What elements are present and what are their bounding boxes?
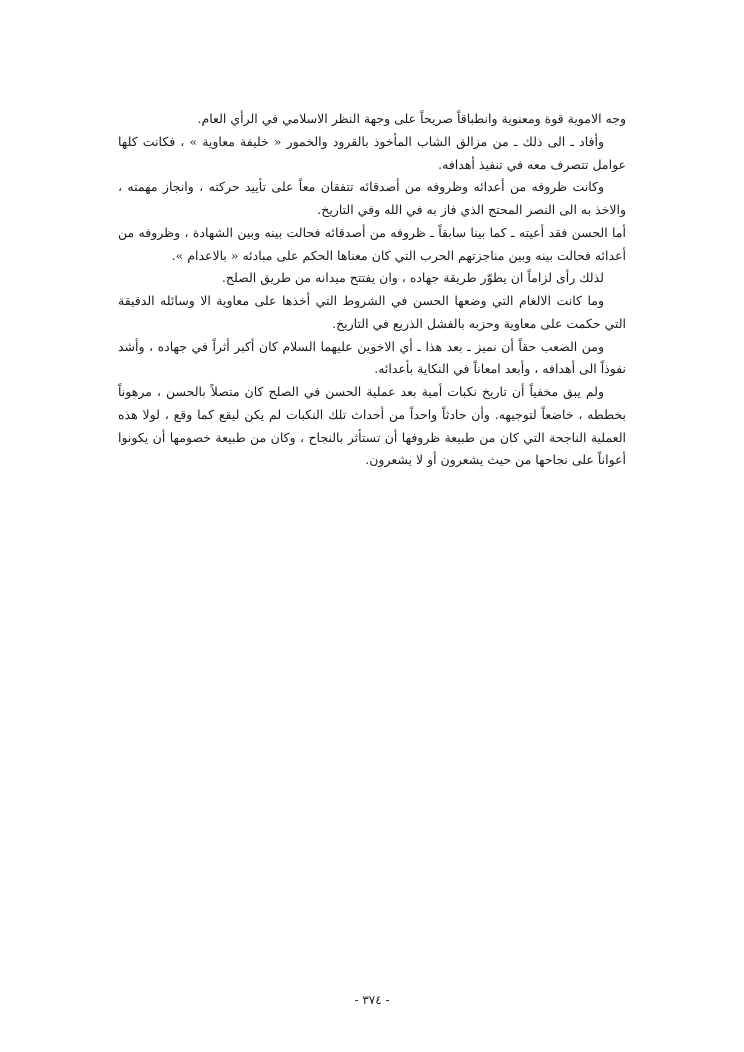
- document-body: [118, 108, 626, 472]
- paragraph-8: ولم يبق مخفياً أن تاريخ نكبات أمية بعد عملية الحسن في الصلح كان متصلاً بالحسن ، مرهوناً بخططه ، خاضعاً لتوجيهه. وأن حادثاً واحداً من أحداث تلك النكبات لم يكن ليقع كما وقع ، لولا هذه العملية الناجحة التي كان من طبيعة ظروفها أن تستأثر بالنجاح ، وكان من طبيعة خصومها أن يكونوا أعواناً على نجاحها من حيث يشعرون أو لا يشعرون.: [118, 384, 626, 468]
- paragraph-5: لذلك رأى لزاماً ان يطوّر طريقة جهاده ، وان يفتتح ميدانه من طريق الصلح.: [221, 270, 604, 286]
- paragraph-4: أما الحسن فقد أعيته ـ كما بينا سابقاً ـ ظروفه من أصدقائه فحالت بينه وبين الشهادة ، وظروفه من أعدائه فحالت بينه وبين مناجزتهم الحرب التي كان معناها الحكم على مبادئه « بالاعدام ».: [118, 224, 626, 263]
- paragraph-3: وكانت ظروفه من أعدائه وظروفه من أصدقائه تتفقان معاً على تأييد حركته ، وانجاز مهمته ، والاخذ به الى النصر المحتج الذي فاز به في الله وفي التاريخ.: [118, 179, 626, 217]
- paragraph-6: وما كانت الالغام التي وضعها الحسن في الشروط التي أخذها على معاوية الا وسائله الدقيقة التي حكمت على معاوية وحزبه بالفشل الذريع في التاريخ.: [118, 293, 626, 331]
- paragraph-1: وجه الاموية قوة ومعنوية وانطباقاً صريحاً على وجهة النظر الاسلامي في الرأي العام.: [197, 111, 626, 126]
- paragraph-7: ومن الصعب حقاً أن نميز ـ بعد هذا ـ أي الاخوين عليهما السلام كان أكبر أثراً في جهاده ، وأشد نفوذاً الى أهدافه ، وأبعد امعاناً في النكاية بأعدائه.: [118, 338, 626, 377]
- page-number: - ٣٧٤ -: [354, 993, 390, 1007]
- paragraph-2: وأفاد ـ الى ذلك ـ من مزالق الشاب المأخوذ بالقرود والخمور « خليفة معاوية » ، فكانت كلها عوامل تتصرف معه في تنفيذ أهدافه.: [118, 133, 626, 172]
